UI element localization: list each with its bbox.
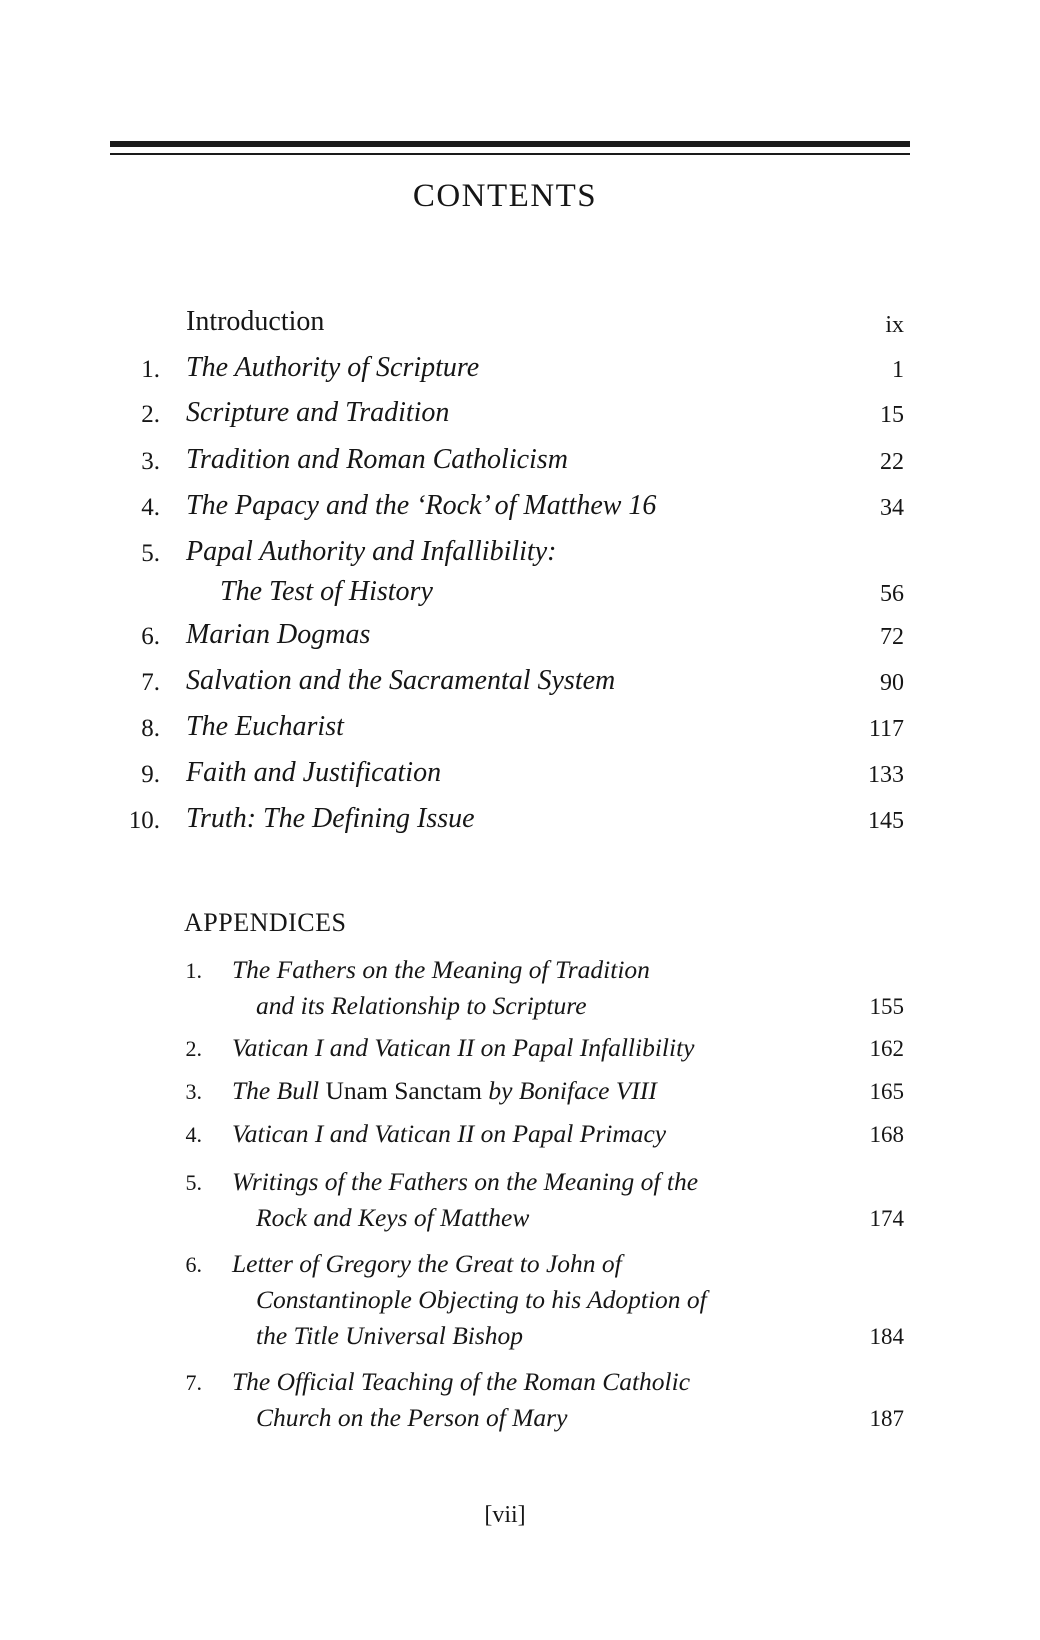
toc-entry-number: 4. — [141, 494, 160, 521]
toc-entry-number: 7. — [141, 669, 160, 696]
toc-entry-title-continued: The Test of History — [220, 576, 433, 607]
toc-entry-title: Papal Authority and Infallibility: — [186, 536, 557, 567]
toc-entry-page: 117 — [868, 716, 904, 742]
toc-entry-page: ix — [885, 312, 904, 338]
appendix-entry-title: Letter of Gregory the Great to John of — [232, 1249, 622, 1278]
toc-entry-title: Faith and Justification — [186, 757, 442, 788]
page-number: [vii] — [484, 1502, 526, 1528]
appendix-entry-number: 5. — [185, 1170, 202, 1195]
toc-entry-page: 34 — [880, 495, 904, 521]
toc-entry-number: 9. — [141, 761, 160, 788]
toc-entry-number: 1. — [141, 356, 160, 383]
header-rule-thick — [110, 141, 910, 147]
appendix-entry-title-continued: Rock and Keys of Matthew — [256, 1203, 530, 1232]
toc-entry-number: 6. — [141, 623, 160, 650]
toc-entry-number: 3. — [141, 448, 160, 475]
toc-entry-page: 145 — [868, 808, 904, 834]
toc-entry-page: 56 — [880, 581, 904, 607]
toc-entry-number: 5. — [141, 540, 160, 567]
appendix-entry-title-upright: Unam Sanctam — [325, 1076, 482, 1105]
appendix-entry-page: 184 — [869, 1324, 904, 1349]
toc-entry-number: 10. — [128, 807, 160, 834]
toc-entry-title: The Authority of Scripture — [186, 352, 480, 383]
toc-entry-number: 8. — [141, 715, 160, 742]
toc-entry-page: 15 — [880, 402, 904, 428]
toc-entry-number: 2. — [141, 401, 160, 428]
toc-entry-title: The Eucharist — [186, 711, 344, 742]
appendix-entry-number: 1. — [185, 958, 202, 983]
toc-entry-title: Introduction — [186, 306, 325, 337]
toc-entry-title: Truth: The Defining Issue — [186, 803, 475, 834]
appendix-entry-page: 187 — [869, 1406, 904, 1431]
appendix-entry-number: 7. — [185, 1370, 202, 1395]
appendix-entry-page: 174 — [869, 1206, 904, 1231]
appendix-entry-title: The Fathers on the Meaning of Tradition — [232, 955, 650, 984]
appendix-entry-title-continued: and its Relationship to Scripture — [256, 991, 587, 1020]
appendix-entry-title-continued: the Title Universal Bishop — [256, 1321, 524, 1350]
toc-entry-page: 90 — [880, 670, 904, 696]
appendix-entry-title: The Official Teaching of the Roman Catholic — [232, 1367, 691, 1396]
toc-entry-title: Scripture and Tradition — [186, 397, 450, 428]
appendix-entry-page: 168 — [869, 1122, 904, 1147]
appendix-entry-title: Writings of the Fathers on the Meaning of the — [232, 1167, 699, 1196]
appendix-entry-page: 155 — [869, 994, 904, 1019]
appendix-entry-number: 6. — [185, 1252, 202, 1277]
appendix-entry-page: 162 — [869, 1036, 904, 1061]
appendix-entry-number: 2. — [185, 1036, 202, 1061]
toc-entry-title: Salvation and the Sacramental System — [186, 665, 616, 696]
appendix-entry-title: The Bull Unam Sanctam by Boniface VIII — [232, 1076, 657, 1105]
appendix-entry-title: Vatican I and Vatican II on Papal Primacy — [232, 1119, 667, 1148]
appendix-entry-title-continued: Constantinople Objecting to his Adoption of — [256, 1285, 707, 1314]
appendix-entry-number: 3. — [185, 1079, 202, 1104]
toc-entry-title: Tradition and Roman Catholicism — [186, 444, 568, 475]
toc-entry-page: 133 — [868, 762, 904, 788]
header-rule-thin — [110, 153, 910, 155]
page-title: CONTENTS — [412, 178, 598, 214]
appendices-heading: APPENDICES — [184, 908, 347, 937]
appendix-entry-title: Vatican I and Vatican II on Papal Infallibility — [232, 1033, 695, 1062]
toc-entry-page: 1 — [892, 357, 904, 383]
appendix-entry-number: 4. — [185, 1122, 202, 1147]
toc-entry-title: The Papacy and the ‘Rock’ of Matthew 16 — [186, 490, 657, 521]
toc-entry-page: 22 — [880, 449, 904, 475]
appendix-entry-page: 165 — [869, 1079, 904, 1104]
toc-entry-page: 72 — [880, 624, 904, 650]
appendix-entry-title-continued: Church on the Person of Mary — [256, 1403, 568, 1432]
toc-entry-title: Marian Dogmas — [186, 619, 371, 650]
